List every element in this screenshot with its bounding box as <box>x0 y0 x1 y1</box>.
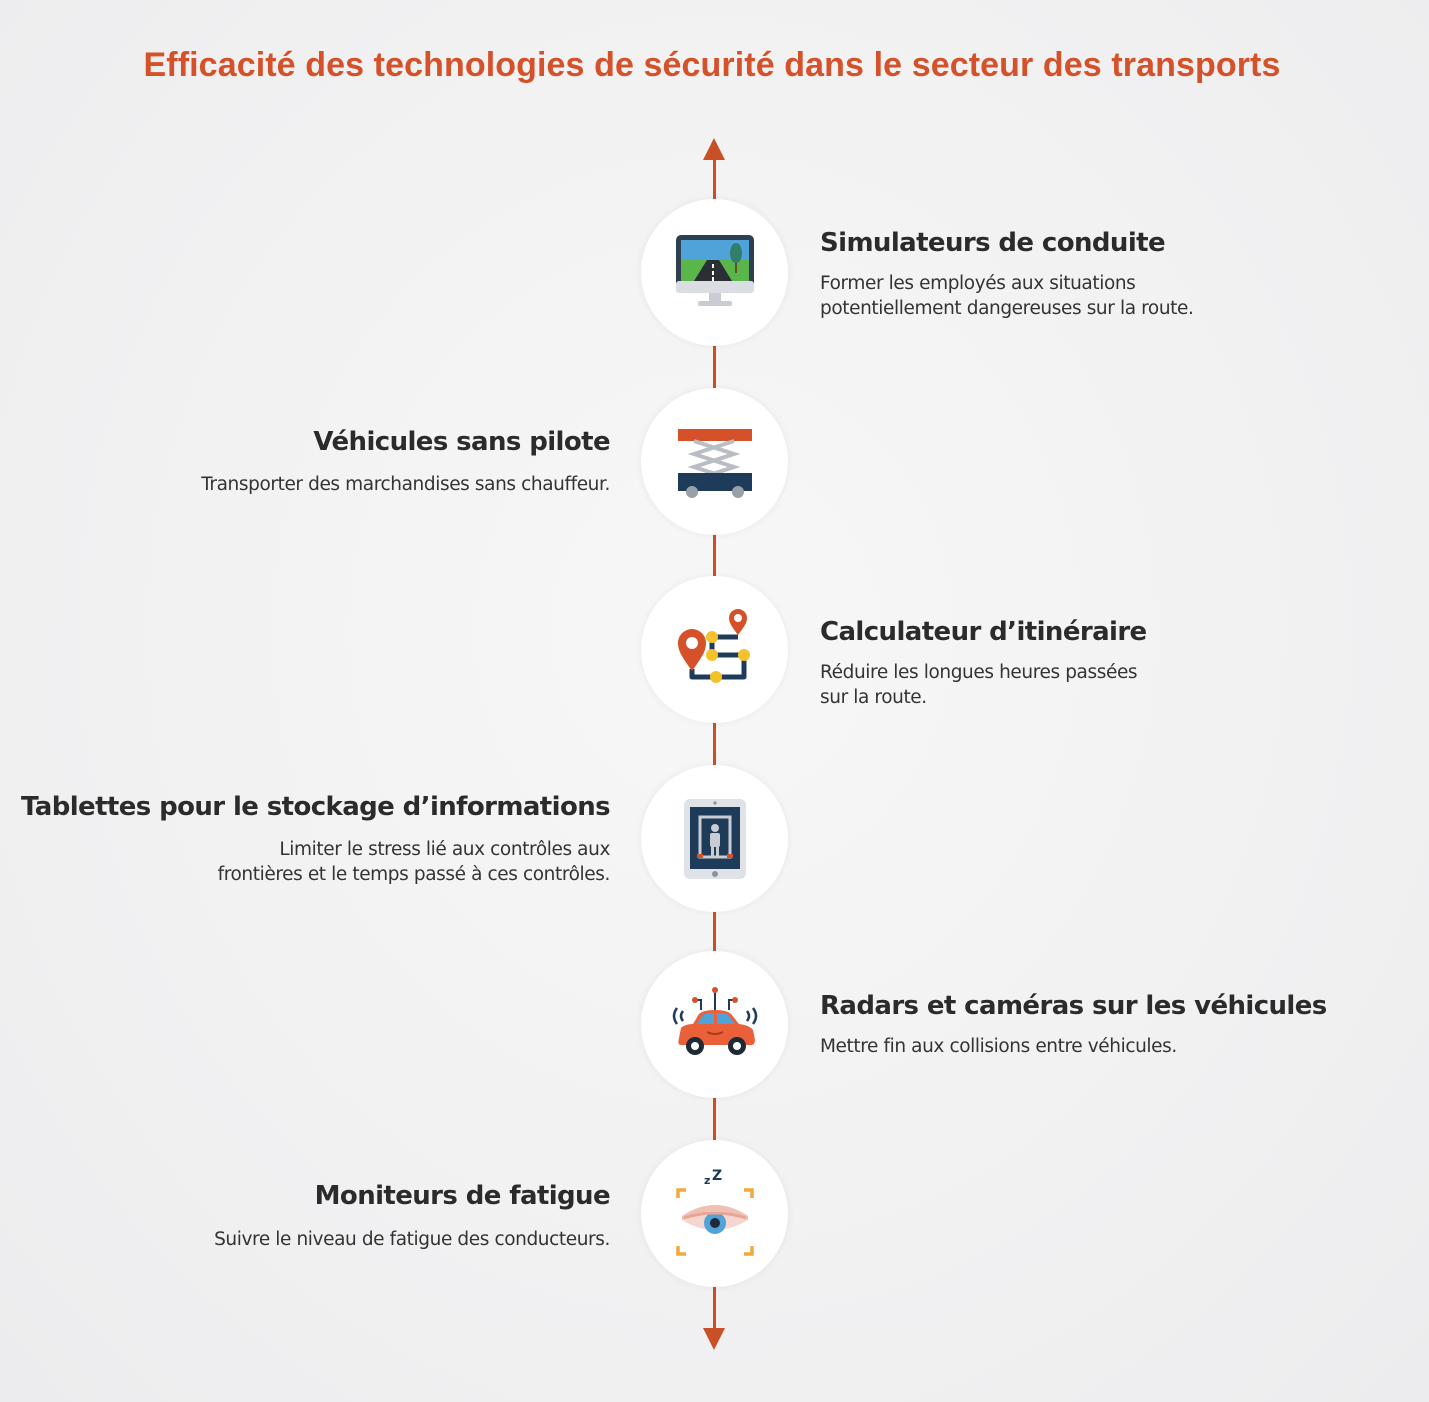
desc-line: Former les employés aux situations <box>820 273 1136 294</box>
tablet-scanner-icon <box>672 796 758 882</box>
node-driving-simulator <box>641 199 788 346</box>
scissor-lift-vehicle-icon <box>672 419 758 505</box>
node-radars-cameras <box>641 951 788 1098</box>
item-desc-calculateur <box>820 660 1137 710</box>
desc-line: Mettre fin aux collisions entre véhicules. <box>820 1036 1177 1057</box>
item-desc-radars <box>820 1034 1177 1059</box>
item-desc-fatigue <box>214 1227 610 1252</box>
item-heading-calculateur: Calculateur d’itinéraire <box>820 617 1147 647</box>
item-desc-tablettes <box>218 837 610 887</box>
item-desc-vehicules <box>201 472 610 497</box>
node-route-calculator <box>641 576 788 723</box>
item-heading-vehicules: Véhicules sans pilote <box>313 427 610 457</box>
item-desc-simulateurs <box>820 271 1193 321</box>
item-heading-tablettes: Tablettes pour le stockage d’informations <box>20 792 610 822</box>
route-map-pins-icon <box>672 607 758 693</box>
desc-line: Réduire les longues heures passées <box>820 662 1138 683</box>
desc-line: frontières et le temps passé à ces contrôles. <box>217 864 610 885</box>
svg-text:z: z <box>703 1173 710 1187</box>
sleepy-eye-icon <box>672 1168 758 1260</box>
desc-line: Suivre le niveau de fatigue des conducteurs. <box>214 1229 610 1250</box>
node-tablets <box>641 765 788 912</box>
desc-line: Limiter le stress lié aux contrôles aux <box>279 839 610 860</box>
item-heading-simulateurs: Simulateurs de conduite <box>820 228 1165 258</box>
axis-arrow-down-icon <box>703 1328 725 1350</box>
axis-arrow-up-icon <box>703 138 725 160</box>
item-heading-fatigue: Moniteurs de fatigue <box>314 1181 610 1211</box>
item-heading-radars: Radars et caméras sur les véhicules <box>820 991 1327 1021</box>
desc-line: potentiellement dangereuses sur la route. <box>820 298 1194 319</box>
desc-line: sur la route. <box>820 687 927 708</box>
node-unmanned-vehicles <box>641 388 788 535</box>
desc-line: Transporter des marchandises sans chauffeur. <box>201 474 610 495</box>
page-title: Efficacité des technologies de sécurité dans le secteur des transports <box>143 46 1281 84</box>
driving-simulator-monitor-icon <box>672 230 758 316</box>
svg-text:Z: Z <box>711 1167 722 1184</box>
car-sensors-icon <box>667 982 763 1068</box>
node-fatigue-monitors <box>641 1140 788 1287</box>
